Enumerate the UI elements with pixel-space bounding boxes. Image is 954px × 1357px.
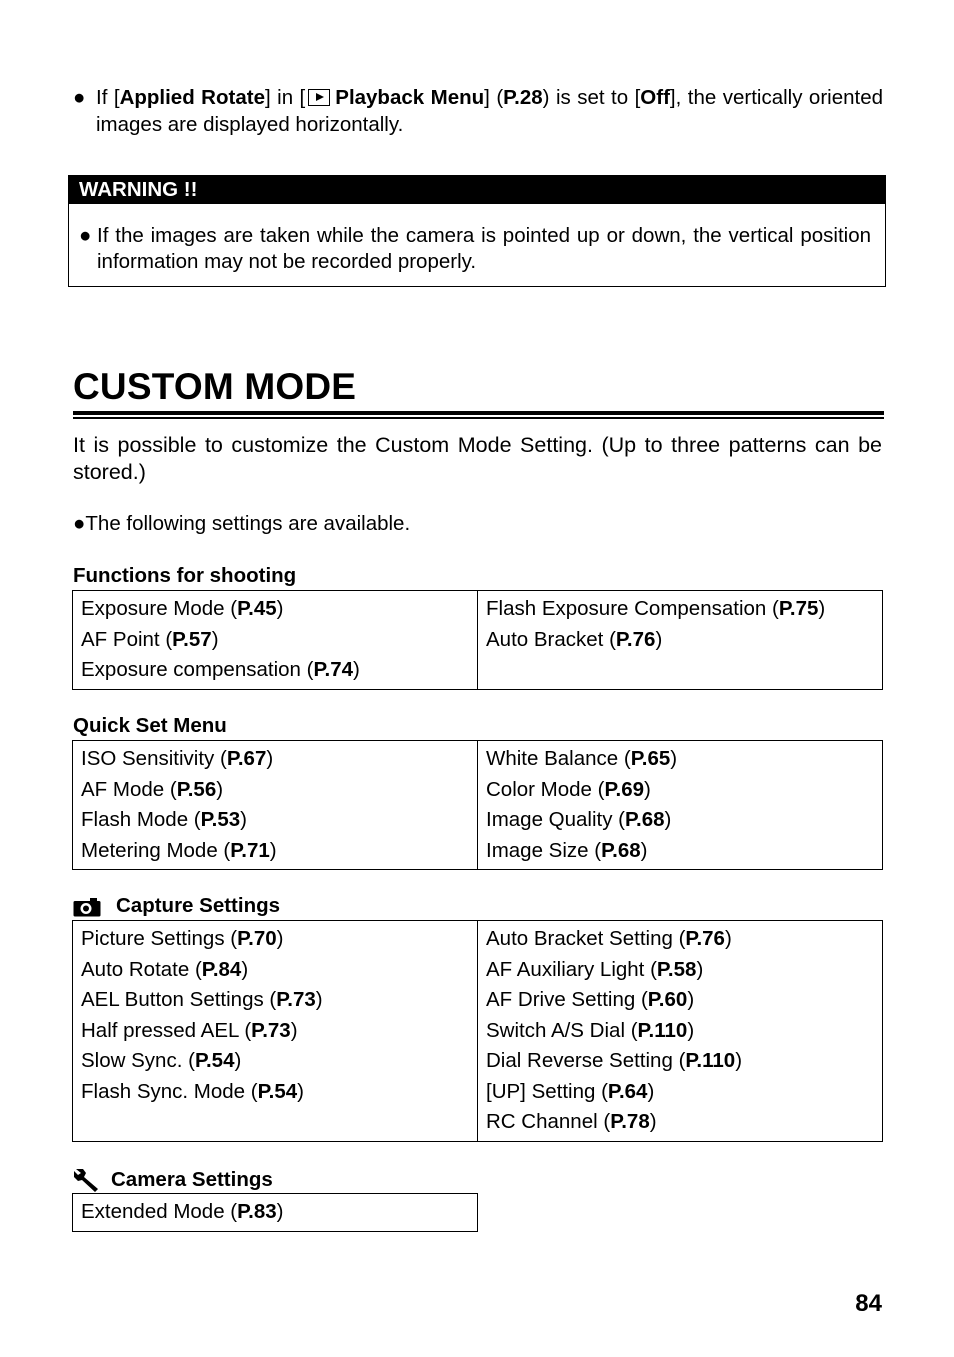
setting-label: [UP] Setting: [486, 1079, 596, 1103]
camera-left-cell: [73, 1194, 478, 1232]
setting-label: AF Mode: [81, 777, 165, 801]
page-ref: P.71: [230, 838, 270, 862]
camera-table: [72, 1193, 478, 1232]
setting-label: Flash Sync. Mode: [81, 1079, 246, 1103]
shooting-right-cell: [478, 591, 883, 690]
warning-box: [68, 175, 886, 287]
setting-label: Auto Bracket Setting: [486, 927, 673, 950]
page-ref: P.68: [625, 808, 665, 831]
page-ref: P.73: [251, 1018, 291, 1042]
section-title-capture: Capture Settings: [116, 894, 281, 917]
wrench-icon: [73, 1167, 101, 1193]
applied-rotate-term: Applied Rotate: [119, 86, 265, 109]
setting-label: Auto Rotate: [81, 957, 190, 981]
setting-label: RC Channel: [486, 1110, 598, 1133]
capture-right-cell: [478, 921, 883, 1142]
page-ref: P.53: [200, 808, 241, 831]
setting-item: Flash Sync. Mode (P.54): [81, 1079, 304, 1103]
page-ref: P.60: [647, 988, 688, 1011]
setting-label: Flash Exposure Compensation: [486, 597, 767, 620]
page-ref: P.70: [237, 927, 277, 950]
setting-item: Auto Bracket Setting (P.76): [486, 927, 732, 950]
capture-table: [72, 920, 883, 1142]
setting-label: Color Mode: [486, 777, 592, 801]
page-ref: P.84: [201, 957, 242, 981]
shooting-left-cell: [73, 591, 478, 690]
capture-left-cell: [73, 921, 478, 1142]
off-term: Off: [640, 86, 670, 109]
setting-label: Metering Mode: [81, 838, 218, 862]
setting-item: AF Mode (P.56): [81, 777, 224, 801]
setting-item: Switch A/S Dial (P.110): [486, 1018, 695, 1042]
setting-label: AEL Button Settings: [81, 988, 264, 1011]
setting-label: Auto Bracket: [486, 627, 604, 651]
bullet-icon: ●: [73, 86, 86, 109]
setting-label: AF Drive Setting: [486, 988, 636, 1011]
page-ref: P.110: [637, 1018, 688, 1042]
page-ref: P.76: [685, 927, 725, 950]
warning-title: WARNING !!: [69, 176, 885, 204]
camera-icon: [73, 897, 101, 917]
setting-item: ISO Sensitivity (P.67): [81, 747, 274, 770]
page-ref: P.54: [257, 1079, 298, 1103]
setting-label: Extended Mode: [81, 1200, 225, 1223]
setting-label: AF Auxiliary Light: [486, 957, 645, 981]
quickset-left-cell: [73, 741, 478, 870]
bullet-icon: ●: [73, 512, 86, 535]
section-title-shooting: Functions for shooting: [73, 564, 297, 587]
page-ref: P.73: [276, 988, 316, 1011]
setting-label: Exposure Mode: [81, 597, 225, 620]
warning-text: If the images are taken while the camera is pointed up or down, the vertical position information may not be recorded properly.: [97, 224, 871, 273]
shooting-table: [72, 590, 883, 690]
page-ref: P.68: [601, 838, 641, 862]
setting-item: [UP] Setting (P.64): [486, 1079, 655, 1103]
setting-item: Exposure Mode (P.45): [81, 597, 284, 620]
page-ref: P.74: [313, 658, 353, 681]
page-ref: P.58: [656, 957, 697, 981]
quickset-table: [72, 740, 883, 870]
intro-paragraph: It is possible to customize the Custom Mode Setting. (Up to three patterns can be stored.): [73, 433, 882, 484]
setting-item: Image Quality (P.68): [486, 808, 672, 831]
setting-item: White Balance (P.65): [486, 747, 678, 770]
page-ref: P.54: [194, 1049, 235, 1072]
setting-item: Flash Mode (P.53): [81, 808, 247, 831]
title-rule: [73, 411, 884, 415]
page-ref: P.57: [172, 627, 212, 651]
page-number: 84: [855, 1290, 882, 1317]
setting-item: RC Channel (P.78): [486, 1110, 657, 1133]
setting-label: White Balance: [486, 747, 619, 770]
setting-item: Image Size (P.68): [486, 838, 648, 862]
setting-label: Picture Settings: [81, 927, 225, 950]
setting-item: Dial Reverse Setting (P.110): [486, 1049, 743, 1072]
warning-body: [69, 204, 885, 275]
page-ref: P.64: [607, 1079, 648, 1103]
setting-item: Flash Exposure Compensation (P.75): [486, 597, 826, 620]
page-ref: P.110: [685, 1049, 736, 1072]
page-ref: P.76: [615, 627, 656, 651]
rotate-note-text: If [Applied Rotate] in [ Playback Menu] (P.28) is set to [Off], the vertically oriented images are displayed horizontally.: [96, 86, 883, 136]
setting-label: Image Quality: [486, 808, 613, 831]
setting-label: Half pressed AEL: [81, 1018, 239, 1042]
page-title: CUSTOM MODE: [73, 366, 357, 407]
setting-item: AF Point (P.57): [81, 627, 219, 651]
setting-label: Flash Mode: [81, 808, 189, 831]
page-ref: P.78: [610, 1110, 650, 1133]
quickset-right-cell: [478, 741, 883, 870]
setting-item: Auto Bracket (P.76): [486, 627, 663, 651]
setting-label: ISO Sensitivity: [81, 747, 215, 770]
page-ref: P.45: [237, 597, 277, 620]
setting-item: Picture Settings (P.70): [81, 927, 284, 950]
setting-item: Exposure compensation (P.74): [81, 658, 360, 681]
setting-item: Half pressed AEL (P.73): [81, 1018, 298, 1042]
setting-item: Color Mode (P.69): [486, 777, 651, 801]
section-title-quickset: Quick Set Menu: [73, 714, 227, 737]
setting-item: Slow Sync. (P.54): [81, 1049, 242, 1072]
playback-menu-term: Playback Menu: [335, 86, 485, 109]
available-note: ●The following settings are available.: [73, 512, 411, 535]
setting-label: Switch A/S Dial: [486, 1018, 625, 1042]
page-ref: P.83: [237, 1200, 277, 1223]
setting-item: AF Auxiliary Light (P.58): [486, 957, 704, 981]
rotate-note: [73, 84, 883, 138]
setting-label: Slow Sync.: [81, 1049, 183, 1072]
section-title-camera: Camera Settings: [111, 1168, 273, 1191]
page-ref: P.65: [630, 747, 671, 770]
setting-label: AF Point: [81, 627, 160, 651]
page-ref: P.28: [503, 86, 543, 109]
bullet-icon: ●: [79, 224, 92, 247]
page-ref: P.67: [226, 747, 267, 770]
setting-label: Image Size: [486, 838, 589, 862]
page-ref: P.75: [778, 597, 819, 620]
playback-icon: [308, 89, 330, 106]
setting-item: AEL Button Settings (P.73): [81, 988, 323, 1011]
setting-item: Metering Mode (P.71): [81, 838, 277, 862]
setting-item: Auto Rotate (P.84): [81, 957, 249, 981]
page-ref: P.56: [176, 777, 217, 801]
setting-label: Exposure compensation: [81, 658, 301, 681]
setting-label: Dial Reverse Setting: [486, 1049, 673, 1072]
setting-item: AF Drive Setting (P.60): [486, 988, 695, 1011]
setting-item: Extended Mode (P.83): [81, 1200, 284, 1223]
page-ref: P.69: [604, 777, 645, 801]
title-rule-thin: [73, 417, 884, 419]
